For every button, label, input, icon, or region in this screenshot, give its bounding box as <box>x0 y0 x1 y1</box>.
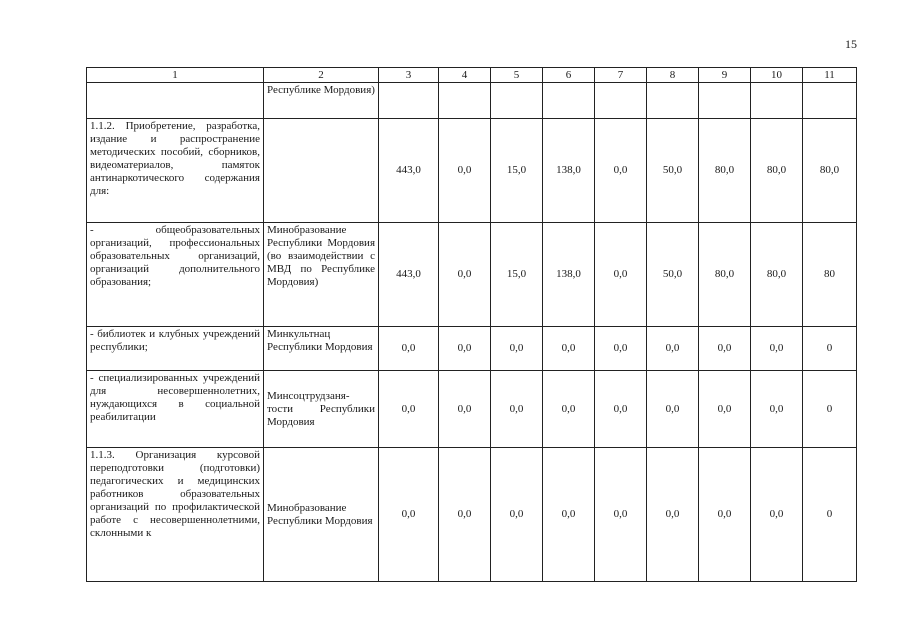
row-value-col-3: 443,0 <box>379 119 439 223</box>
row-value-col-9 <box>699 83 751 119</box>
table-row <box>87 448 857 582</box>
header-cell-col-6: 6 <box>543 68 595 83</box>
row-value-col-9: 0,0 <box>699 327 751 371</box>
row-description: 1.1.3. Организация курсовой переподготовки (подготовки) педагогических и медицинских работников образовательных организаций по профилактической работе с несовершеннолетними, склонными к <box>87 448 264 582</box>
header-cell-col-3: 3 <box>379 68 439 83</box>
header-cell-col-2: 2 <box>264 68 379 83</box>
row-value-col-8: 0,0 <box>647 448 699 582</box>
header-cell-col-4: 4 <box>439 68 491 83</box>
table-row <box>87 83 857 119</box>
row-value-col-4: 0,0 <box>439 327 491 371</box>
table-header <box>87 68 857 83</box>
row-executor: Минсоцтрудзаня-тости Республики Мордовия <box>264 371 379 448</box>
row-value-col-9: 80,0 <box>699 223 751 327</box>
row-description: - специализированных учреждений для несовершеннолетних, нуждающихся в социальной реабилитации <box>87 371 264 448</box>
row-value-col-7: 0,0 <box>595 119 647 223</box>
row-value-col-10: 80,0 <box>751 223 803 327</box>
header-cell-col-11: 11 <box>803 68 857 83</box>
row-value-col-9: 0,0 <box>699 371 751 448</box>
row-description <box>87 83 264 119</box>
header-cell-col-5: 5 <box>491 68 543 83</box>
header-cell-col-1: 1 <box>87 68 264 83</box>
row-value-col-7: 0,0 <box>595 448 647 582</box>
row-value-col-6 <box>543 83 595 119</box>
row-value-col-10: 80,0 <box>751 119 803 223</box>
row-value-col-7: 0,0 <box>595 223 647 327</box>
table-row <box>87 119 857 223</box>
row-value-col-4: 0,0 <box>439 371 491 448</box>
row-value-col-11 <box>803 83 857 119</box>
row-value-col-9: 80,0 <box>699 119 751 223</box>
row-value-col-6: 0,0 <box>543 448 595 582</box>
row-value-col-4: 0,0 <box>439 119 491 223</box>
row-value-col-3 <box>379 83 439 119</box>
row-value-col-5: 15,0 <box>491 223 543 327</box>
row-value-col-11: 80,0 <box>803 119 857 223</box>
row-value-col-4: 0,0 <box>439 448 491 582</box>
measures-table <box>86 67 857 582</box>
row-value-col-4 <box>439 83 491 119</box>
row-value-col-8: 0,0 <box>647 327 699 371</box>
table-row <box>87 371 857 448</box>
row-value-col-11: 0 <box>803 327 857 371</box>
row-value-col-3: 0,0 <box>379 448 439 582</box>
header-cell-col-10: 10 <box>751 68 803 83</box>
row-description: 1.1.2. Приобретение, разработка, издание и распространение методических пособий, сборников, видеоматериалов, памяток антинаркотического содержания для: <box>87 119 264 223</box>
row-value-col-3: 0,0 <box>379 371 439 448</box>
row-executor: Республике Мордовия) <box>264 83 379 119</box>
row-executor: Минобразование Республики Мордовия (во взаимодействии с МВД по Республике Мордовия) <box>264 223 379 327</box>
page-number: 15 <box>845 37 857 51</box>
row-description: - общеобразовательных организаций, профессиональных образовательных организаций, организаций дополнительного образования; <box>87 223 264 327</box>
row-value-col-10 <box>751 83 803 119</box>
row-value-col-5: 0,0 <box>491 448 543 582</box>
row-value-col-9: 0,0 <box>699 448 751 582</box>
row-value-col-7: 0,0 <box>595 327 647 371</box>
row-value-col-6: 138,0 <box>543 119 595 223</box>
row-executor: Минобразование Республики Мордовия <box>264 448 379 582</box>
row-value-col-6: 0,0 <box>543 371 595 448</box>
row-value-col-5: 15,0 <box>491 119 543 223</box>
row-value-col-11: 0 <box>803 371 857 448</box>
header-row <box>87 68 857 83</box>
row-value-col-8: 0,0 <box>647 371 699 448</box>
row-value-col-5: 0,0 <box>491 371 543 448</box>
row-value-col-11: 0 <box>803 448 857 582</box>
row-value-col-7 <box>595 83 647 119</box>
row-value-col-10: 0,0 <box>751 448 803 582</box>
row-value-col-3: 0,0 <box>379 327 439 371</box>
header-cell-col-9: 9 <box>699 68 751 83</box>
row-value-col-7: 0,0 <box>595 371 647 448</box>
row-value-col-8 <box>647 83 699 119</box>
table-row <box>87 223 857 327</box>
row-value-col-6: 138,0 <box>543 223 595 327</box>
row-value-col-4: 0,0 <box>439 223 491 327</box>
row-value-col-8: 50,0 <box>647 119 699 223</box>
row-value-col-10: 0,0 <box>751 371 803 448</box>
table-row <box>87 327 857 371</box>
row-value-col-5: 0,0 <box>491 327 543 371</box>
row-value-col-5 <box>491 83 543 119</box>
row-value-col-3: 443,0 <box>379 223 439 327</box>
header-cell-col-7: 7 <box>595 68 647 83</box>
row-value-col-8: 50,0 <box>647 223 699 327</box>
row-executor <box>264 119 379 223</box>
row-executor: Минкультнац Республики Мордовия <box>264 327 379 371</box>
row-value-col-10: 0,0 <box>751 327 803 371</box>
header-cell-col-8: 8 <box>647 68 699 83</box>
row-value-col-11: 80 <box>803 223 857 327</box>
row-description: - библиотек и клубных учреждений республики; <box>87 327 264 371</box>
row-value-col-6: 0,0 <box>543 327 595 371</box>
